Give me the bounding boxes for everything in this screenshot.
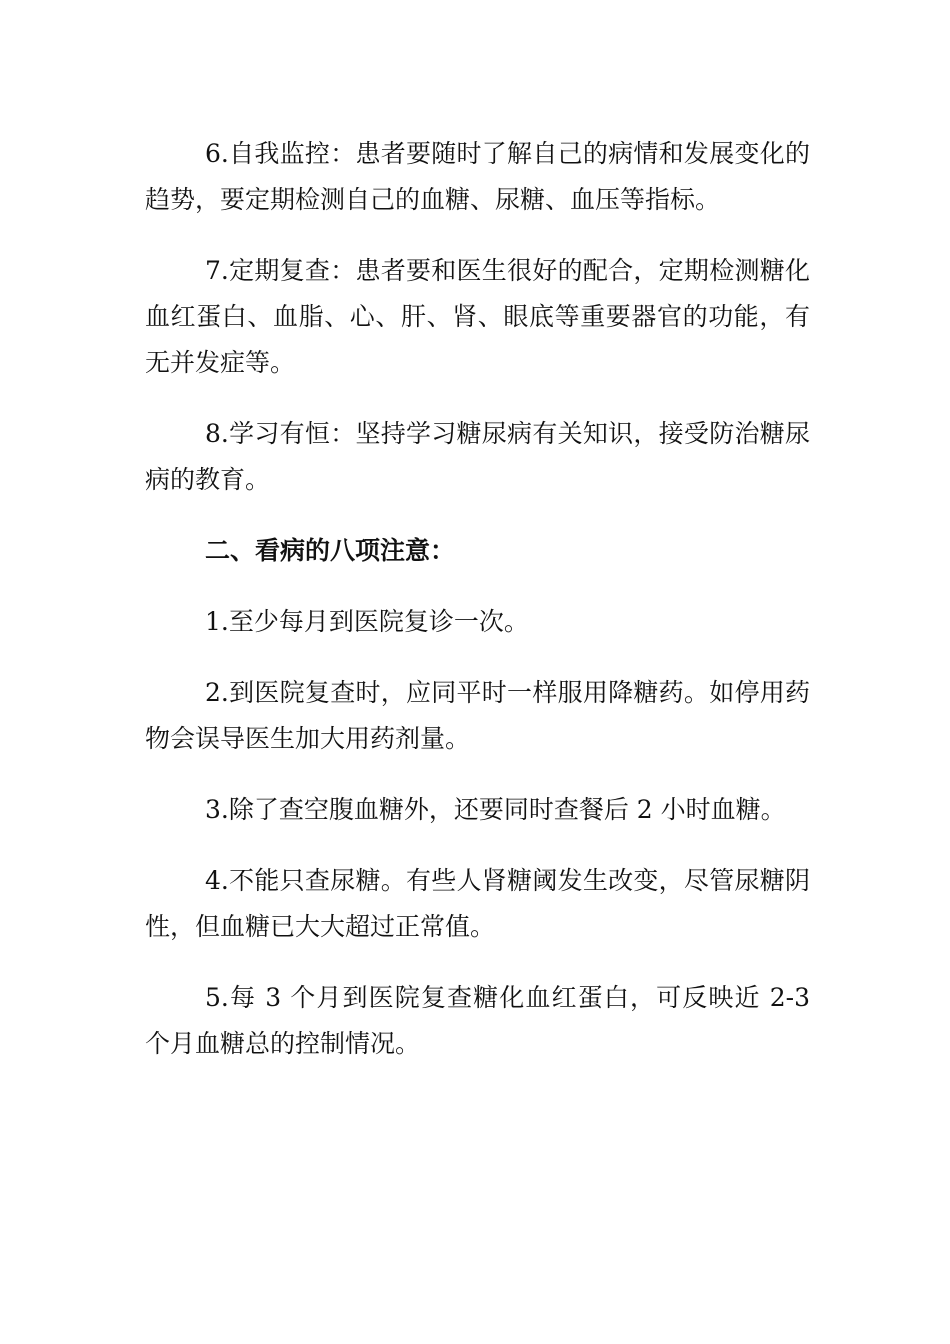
section-heading: 二、看病的八项注意： bbox=[205, 536, 456, 565]
list-item-urine-glucose: 4.不能只查尿糖。有些人肾糖阈发生改变，尽管尿糖阴性，但血糖已大大超过正常值。 bbox=[145, 866, 810, 941]
paragraph-continuous-learning: 8.学习有恒：坚持学习糖尿病有关知识，接受防治糖尿病的教育。 bbox=[145, 419, 810, 494]
list-item-monthly-visit: 1.至少每月到医院复诊一次。 bbox=[205, 607, 529, 636]
paragraph-regular-checkup: 7.定期复查：患者要和医生很好的配合，定期检测糖化血红蛋白、血脂、心、肝、肾、眼底等重要器官的功能，有无并发症等。 bbox=[145, 256, 810, 377]
paragraph-self-monitoring: 6.自我监控：患者要随时了解自己的病情和发展变化的趋势，要定期检测自己的血糖、尿糖、血压等指标。 bbox=[145, 139, 810, 214]
list-item-medication: 2.到医院复查时，应同平时一样服用降糖药。如停用药物会误导医生加大用药剂量。 bbox=[145, 678, 810, 753]
list-item-postprandial-glucose: 3.除了查空腹血糖外，还要同时查餐后 2 小时血糖。 bbox=[205, 795, 786, 824]
document-body bbox=[145, 131, 810, 1092]
list-item-hba1c: 5.每 3 个月到医院复查糖化血红蛋白，可反映近 2-3 个月血糖总的控制情况。 bbox=[145, 983, 810, 1058]
